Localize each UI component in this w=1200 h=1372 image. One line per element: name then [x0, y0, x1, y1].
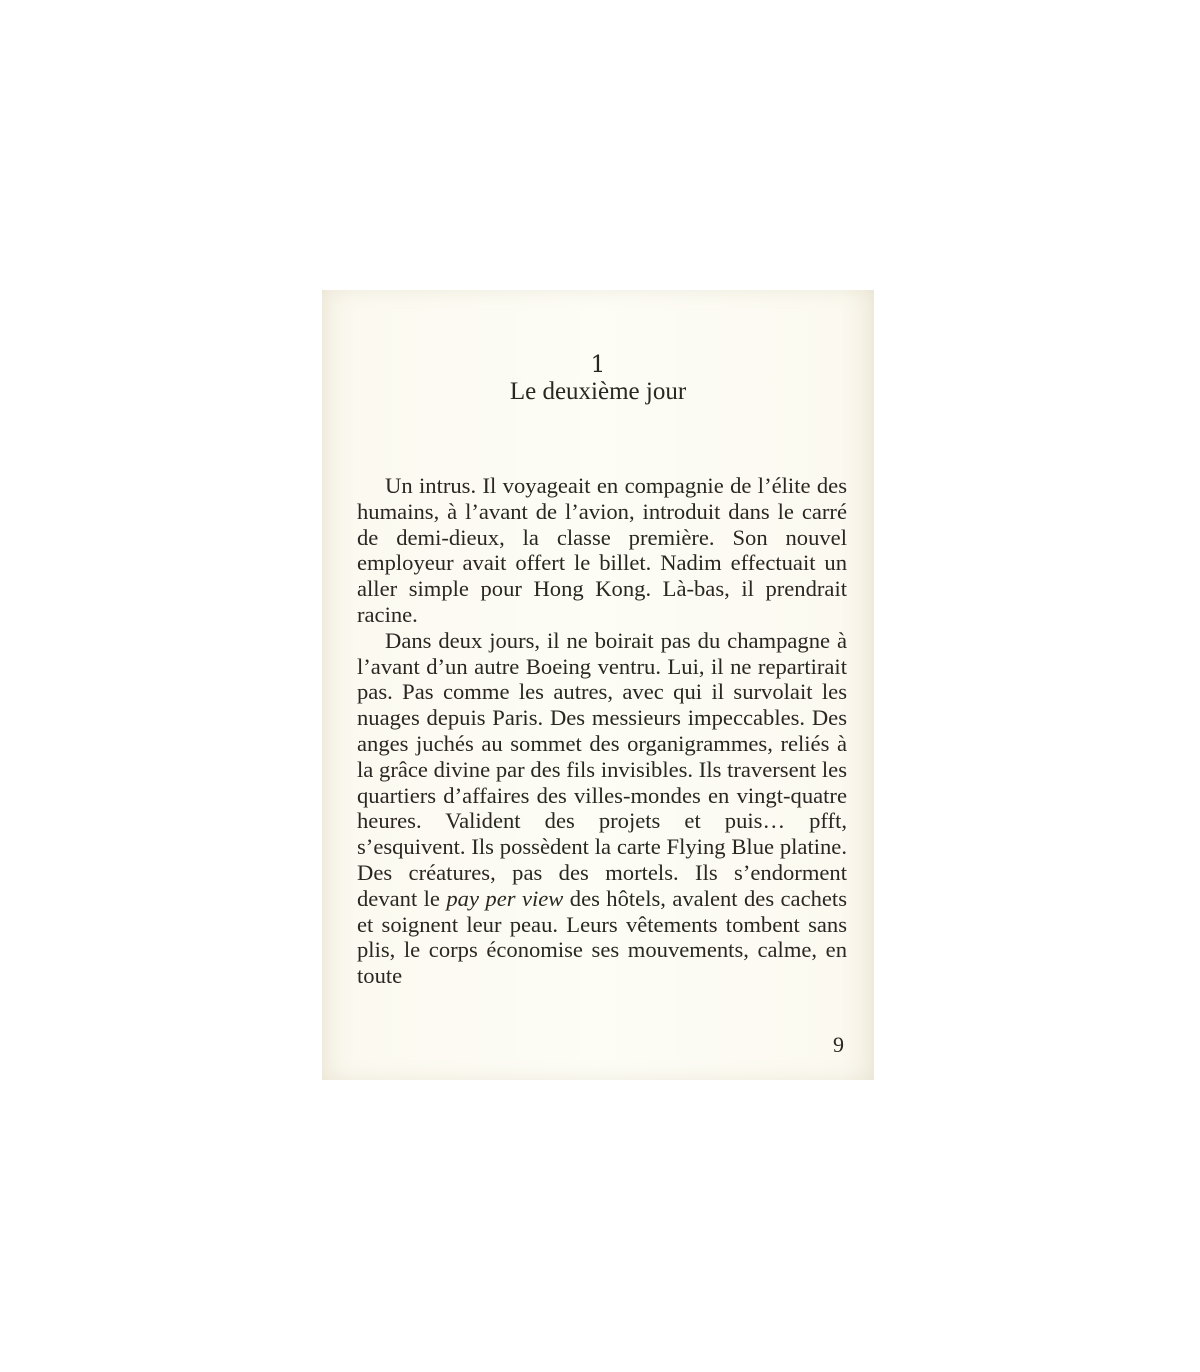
page-number: 9: [833, 1032, 844, 1057]
body-text: [357, 473, 847, 989]
chapter-number: 1: [590, 352, 606, 378]
paragraph: Un intrus. Il voyageait en compagnie de l’élite des humains, à l’avant de l’avion, introduit dans le carré de demi-dieux, la classe première. Son nouvel employeur avait offert le billet. Nadim effectuait un aller simple pour Hong Kong. Là-bas, il prendrait racine.: [357, 473, 847, 627]
paragraph: [357, 628, 847, 989]
paragraph-text: des hôtels, avalent des cachets et soignent leur peau. Leurs vêtements tombent sans plis, le corps économise ses mouvements, calme, en toute: [357, 885, 848, 989]
book-page: [322, 290, 874, 1080]
paragraph-text: Dans deux jours, il ne boirait pas du champagne à l’avant d’un autre Boeing ventru. Lui, il ne repartirait pas. Pas comme les autres, avec qui il survolait les nuages depuis Paris. Des messieurs impeccables. Des anges juchés au sommet des organigrammes, reliés à la grâce divine par des fils invisibles. Ils traversent les quartiers d’affaires des villes-mondes en vingt-quatre heures. Valident des projets et puis… pfft, s’esquivent. Ils possèdent la carte Flying Blue platine. Des créatures, pas des mortels. Ils s’endorment devant le: [357, 627, 847, 911]
italic-text: pay per view: [446, 885, 564, 911]
chapter-title: Le deuxième jour: [509, 378, 687, 405]
